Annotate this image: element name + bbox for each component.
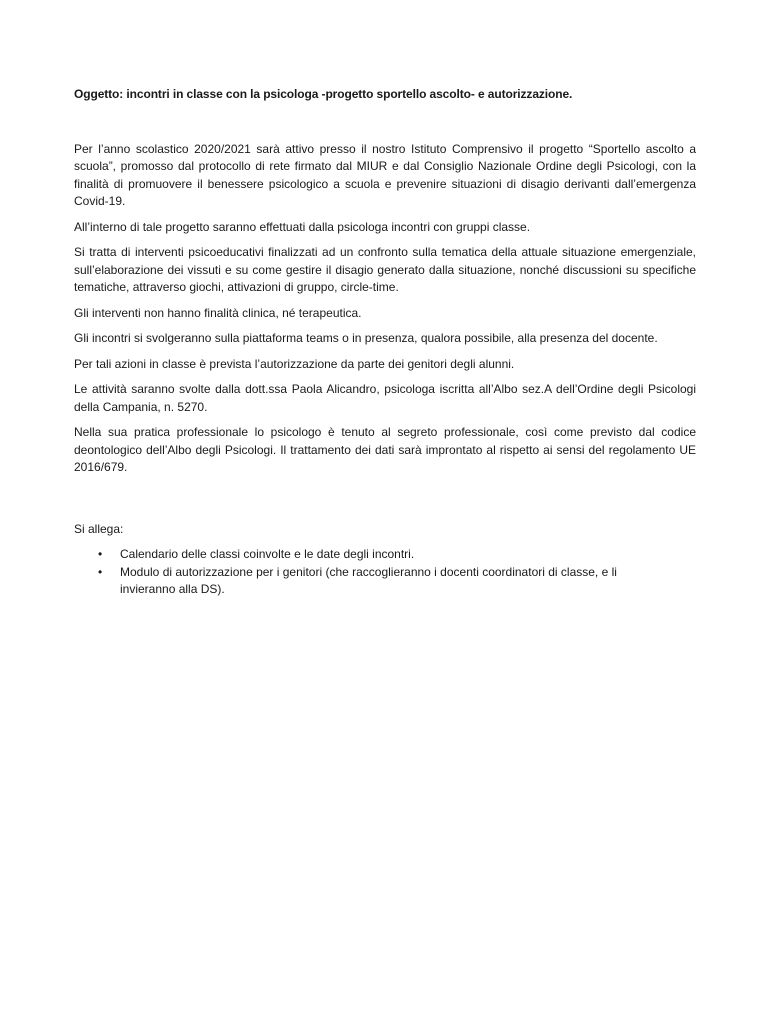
bullet-icon: • [98,564,103,579]
paragraph-privacy: Nella sua pratica professionale lo psicologo è tenuto al segreto professionale, così come previsto dal codice deontologico dell’Albo degli Psicologi. Il trattamento dei dati sarà improntato al rispetto ai sensi del regolamento UE 2016/679. [74,425,696,474]
paragraph-non-clinical: Gli interventi non hanno finalità clinica, né terapeutica. [74,305,362,320]
subject-line: Oggetto: incontri in classe con la psicologa -progetto sportello ascolto- e autorizzazione. [74,87,573,101]
attachments-list [74,546,696,599]
paragraph-psychologist: Le attività saranno svolte dalla dott.ssa Paola Alicandro, psicologa iscritta all’Albo sez.A dell’Ordine degli Psicologi della Campania, n. 5270. [74,382,696,414]
section-spacer [74,485,696,521]
paragraph-interventions: Si tratta di interventi psicoeducativi finalizzati ad un confronto sulla tematica della attuale situazione emergenziale, sull’elaborazione dei vissuti e su come gestire il disagio generato dalla situazione, nonché discussioni su specifiche tematiche, attraverso giochi, attivazioni di gruppo, circle-time. [74,245,696,294]
paragraph-platform: Gli incontri si svolgeranno sulla piattaforma teams o in presenza, qualora possibile, alla presenza del docente. [74,331,658,345]
document-body [74,86,696,599]
paragraph-class-meetings: All’interno di tale progetto saranno effettuati dalla psicologa incontri con gruppi classe. [74,219,531,234]
attachment-authorization-form: Modulo di autorizzazione per i genitori (che raccoglieranno i docenti coordinatori di classe, e li invieranno alla DS). [120,564,617,596]
attachment-calendar: Calendario delle classi coinvolte e le date degli incontri. [120,547,415,561]
attachments-label: Si allega: [74,521,124,536]
bullet-icon: • [98,547,103,561]
list-item [74,546,696,564]
paragraph-authorization: Per tali azioni in classe è prevista l’autorizzazione da parte dei genitori degli alunni. [74,356,515,371]
list-item [74,564,696,599]
paragraph-project-intro: Per l’anno scolastico 2020/2021 sarà attivo presso il nostro Istituto Comprensivo il progetto “Sportello ascolto a scuola”, promosso dal protocollo di rete firmato dal MIUR e dal Consiglio Nazionale Ordine degli Psicologi, con la finalità di promuovere il benessere psicologico a scuola e prevenire situazioni di disagio derivanti dall’emergenza Covid-19. [74,141,696,208]
